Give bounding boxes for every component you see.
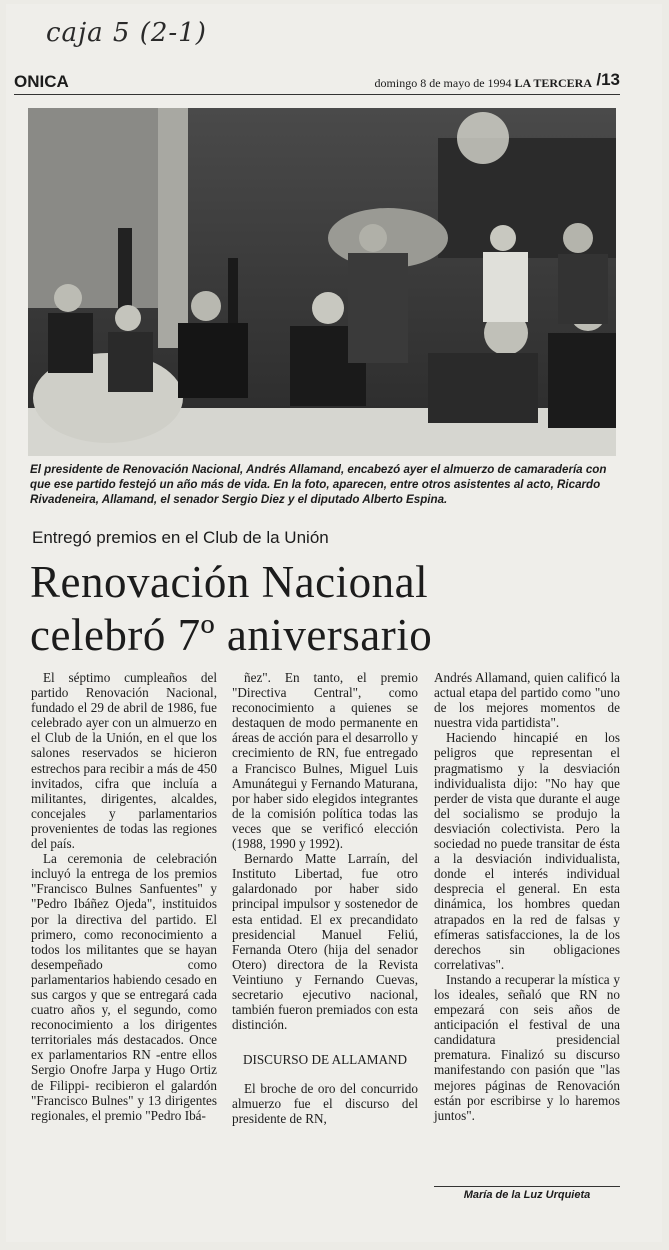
newspaper-clipping [6,4,662,1242]
page-number: /13 [596,70,620,89]
section-name: ONICA [14,72,69,91]
paragraph: Instando a recuperar la mística y los ideales, señaló que RN no empezará con seis años de anticipación el festival de una candidatura presidencial prematura. Finalizó su discurso manifestando con pasión que "las mejores páginas de Renovación están por escribirse y lo haremos juntos". [434,971,620,1123]
paragraph: El broche de oro del concurrido almuerzo fue el discurso del presidente de RN, [232,1081,418,1127]
page-header [14,70,620,95]
article-headline [30,556,630,662]
headline-line-2: celebró 7º aniversario [30,610,433,660]
article-column-1 [31,670,217,1123]
newspaper-name: LA TERCERA [514,76,592,90]
dateline [375,76,592,91]
article-byline: María de la Luz Urquieta [434,1186,620,1201]
paragraph: Haciendo hincapié en los peligros que representan el pragmatismo y la desviación individualista dijo: "No hay que perder de vista que durante el auge del socialismo se produjo la desviación colectivista. Pero la sociedad no puede transitar de ésta a la desviación individualista, donde el interés individual desprecia el general. En esta dinámica, los hombres quedan atrapados en la red de falsas y efímeras satisfacciones, la de los derechos sin obligaciones correlativas". [434,730,620,972]
paragraph: Andrés Allamand, quien calificó la actual etapa del partido como "uno de los mejores momentos de nuestra vida partidista". [434,670,620,731]
article-kicker: Entregó premios en el Club de la Unión [32,528,329,547]
event-photo [28,108,616,456]
photo-caption: El presidente de Renovación Nacional, Andrés Allamand, encabezó ayer el almuerzo de camaradería con que ese partido festejó un año más de vida. En la foto, aparecen, entre otros asistentes al acto, Ricardo Rivadeneira, Allamand, el senador Sergio Diez y el diputado Alberto Espina. [30,463,607,506]
paragraph: ñez". En tanto, el premio "Directiva Central", como reconocimiento a quienes se destaquen de modo permanente en áreas de acción para el desarrollo y crecimiento de RN, fue entregado a Francisco Bulnes, Miguel Luis Amunátegui y Fernando Maturana, por haber sido elegidos integrantes de la comisión política todas las veces que se verificó elección (1988, 1990 y 1992). [232,670,418,852]
paragraph: Bernardo Matte Larraín, del Instituto Libertad, fue otro galardonado por haber sido principal impulsor y sostenedor de esta entidad. El ex precandidato presidencial Manuel Feliú, Fernanda Otero (hija del senador Otero) directora de la Revista Veintiuno y Fernando Cuevas, secretario ejecutivo nacional, también fueron premiados con esta distinción. [232,851,418,1033]
paragraph: La ceremonia de celebración incluyó la entrega de los premios "Francisco Bulnes Sanfuentes" y "Pedro Ibáñez Ojeda", instituidos por la directiva del partido. El primero, como reconocimiento a todos los militantes que se hayan desempeñado como parlamentarios habiendo cesado en sus cargos y que se entregará cada cuatro años y, el segundo, como reconocimiento a los dirigentes territoriales más destacados. Once ex parlamentarios RN -entre ellos Sergio Onofre Jarpa y Hugo Ortiz de Filippi- recibieron el galardón "Francisco Bulnes" y 13 dirigentes regionales, el premio "Pedro Ibá- [31,851,217,1123]
headline-line-1: Renovación Nacional [30,557,429,607]
article-column-2 [232,670,418,1127]
handwritten-archive-note: caja 5 (2-1) [46,18,207,48]
article-column-3 [434,670,620,1123]
paragraph: El séptimo cumpleaños del partido Renovación Nacional, fundado el 29 de abril de 1986, fue celebrado ayer con un almuerzo en el Club de la Unión, en el que los salones reservados se hicieron estrechos para recibir a más de 450 invitados, cifra que incluía a militantes, dirigentes, alcaldes, concejales y parlamentarios provenientes de todas las regiones del país. [31,670,217,852]
photo-illustration [28,108,616,456]
article-subhead: DISCURSO DE ALLAMAND [242,1052,408,1068]
issue-date: domingo 8 de mayo de 1994 [374,76,512,90]
